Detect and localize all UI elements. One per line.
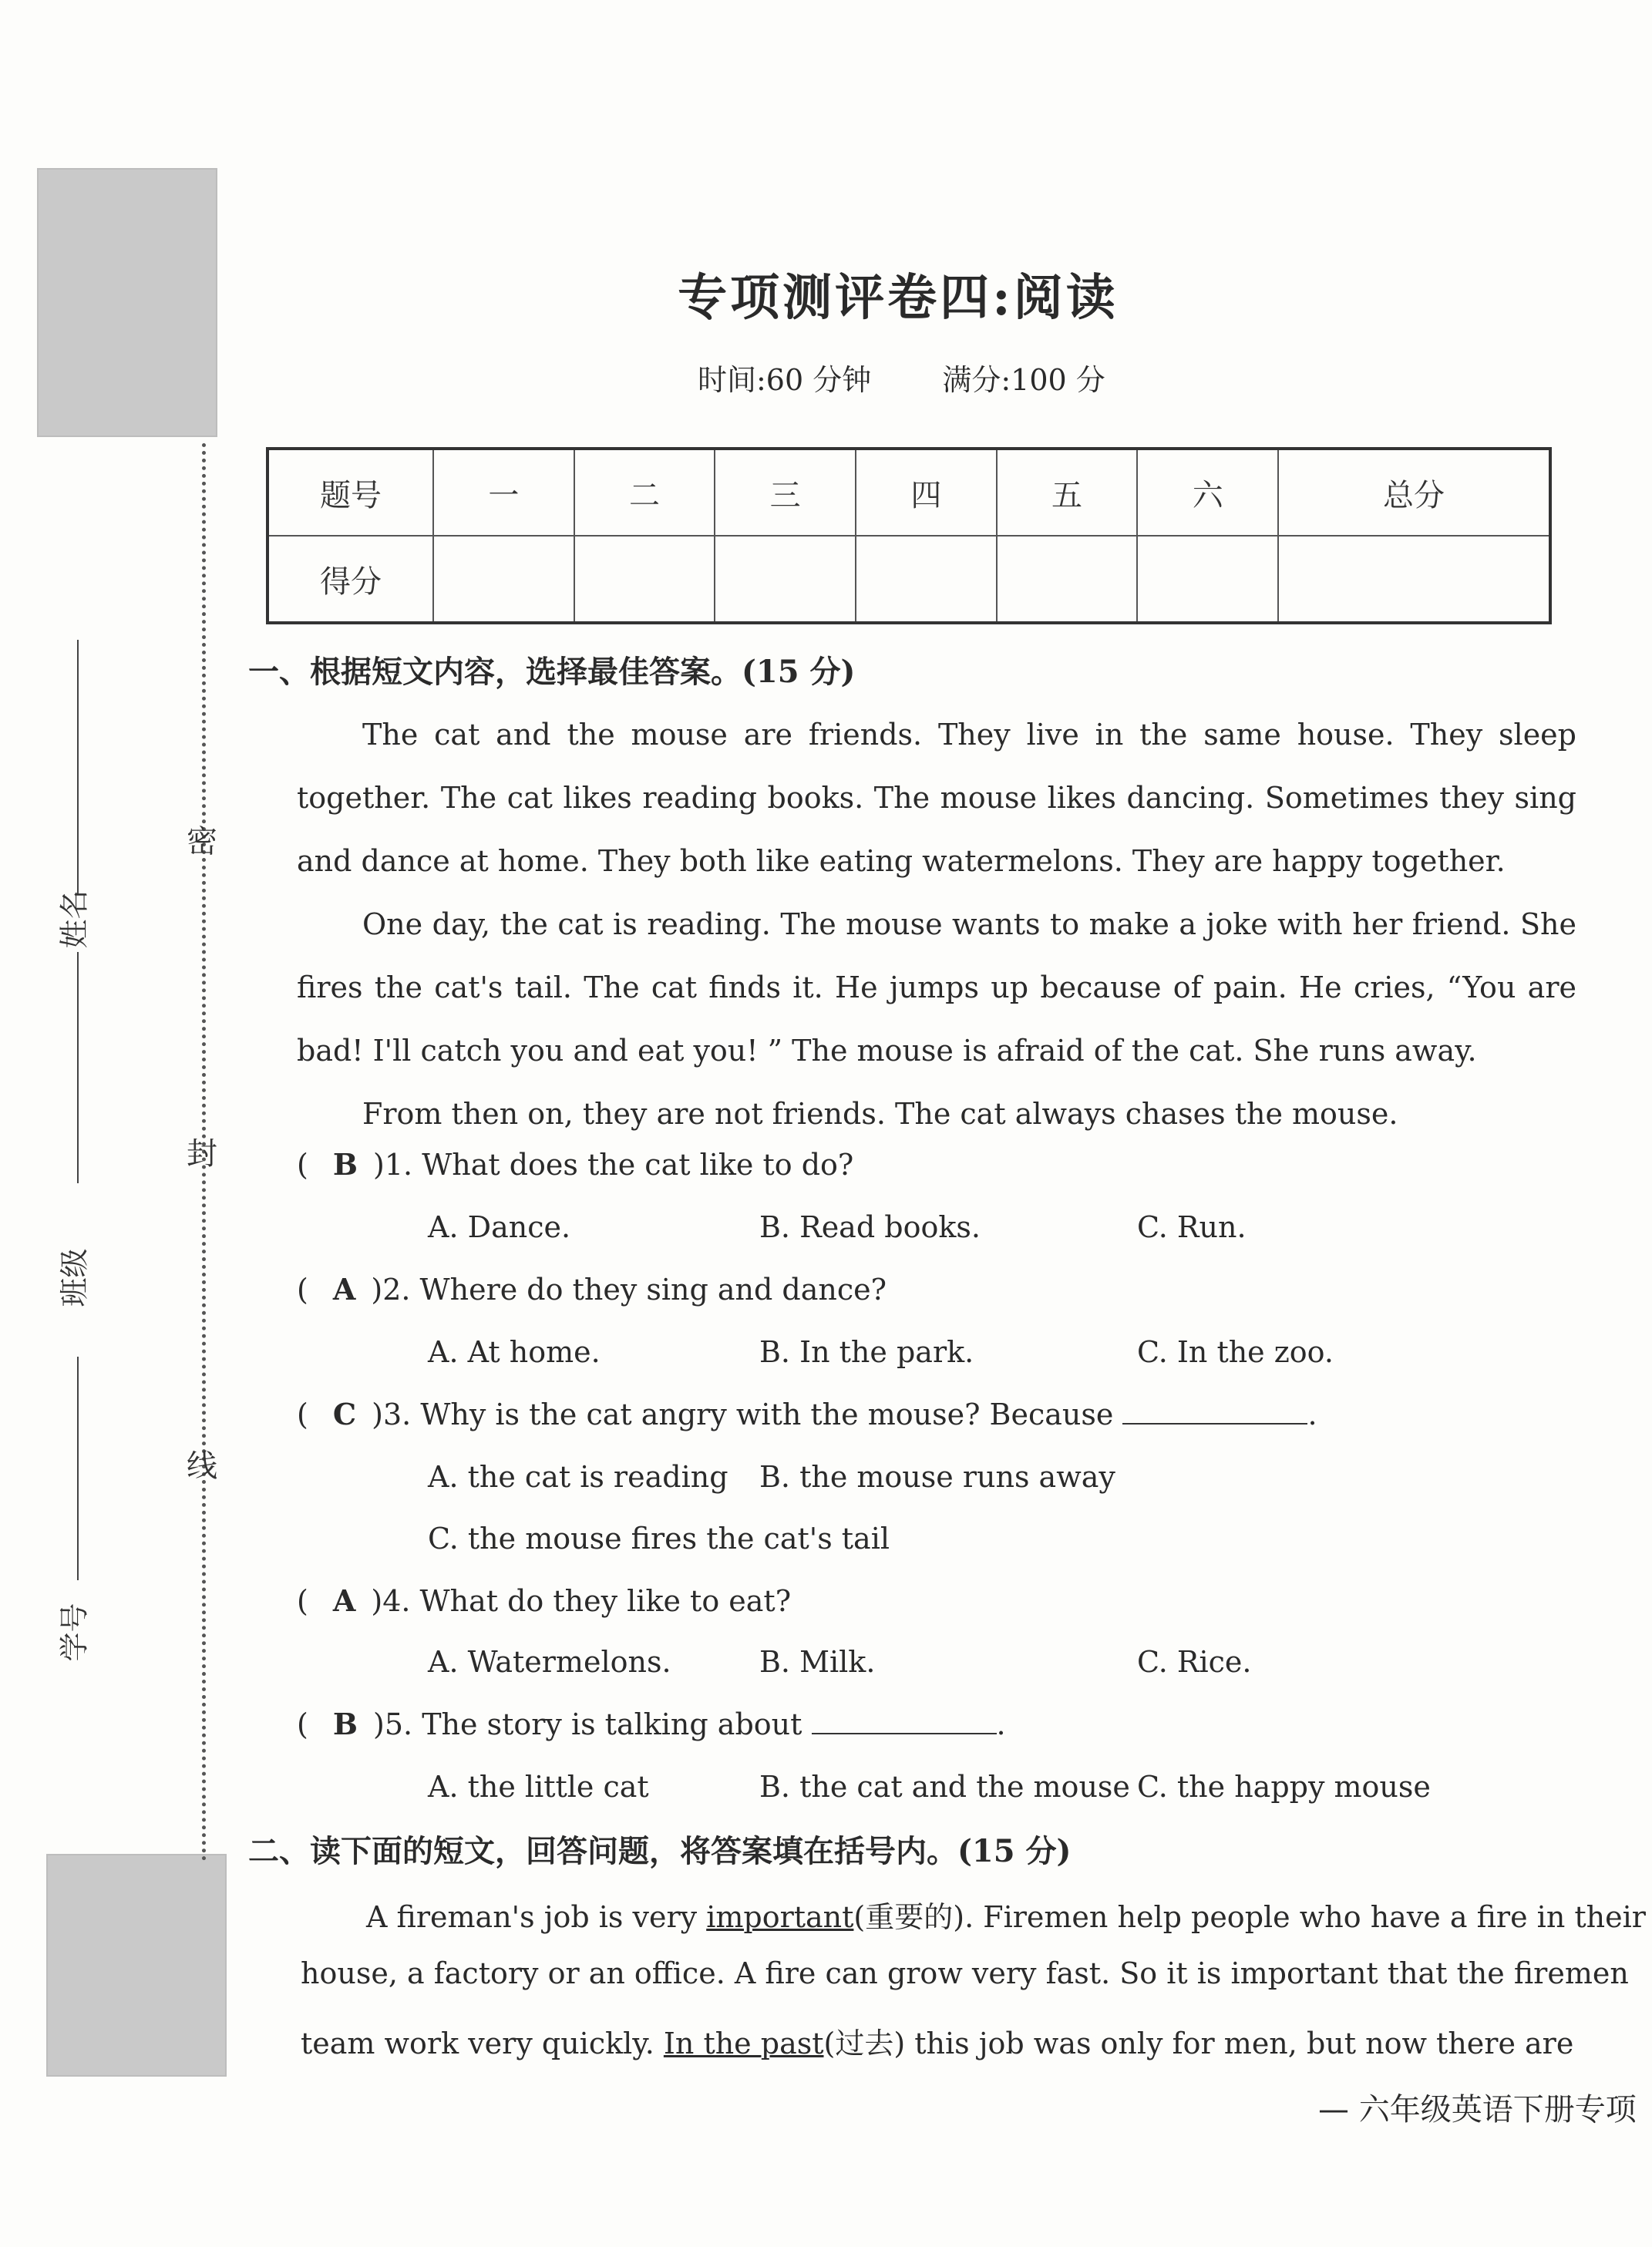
time-info: 时间:60 分钟 — [698, 363, 872, 397]
score-table-score-row — [267, 536, 1550, 623]
option-a: A. At home. — [428, 1335, 601, 1369]
name-label: 姓名 — [57, 890, 92, 949]
text: team work very quickly. — [301, 2027, 664, 2060]
score-cell[interactable] — [574, 536, 715, 623]
answer-blank[interactable] — [1122, 1397, 1307, 1425]
option-a: A. Watermelons. — [428, 1645, 671, 1679]
section2-heading: 二、读下面的短文，回答问题，将答案填在括号内。(15 分) — [248, 1833, 1072, 1869]
name-line-2 — [77, 952, 79, 1183]
answer-blank[interactable] — [812, 1707, 997, 1734]
question-3: ( C )3. Why is the cat angry with the mouse? Because . — [297, 1397, 1317, 1431]
table-cell: 四 — [856, 449, 997, 536]
text: (重要的). Firemen help people who have a fire in their — [853, 1900, 1646, 1934]
option-a: A. the little cat — [428, 1770, 649, 1804]
seal-char-xian: 线 — [187, 1448, 217, 1484]
option-c: C. Run. — [1137, 1210, 1247, 1244]
question-5: ( B )5. The story is talking about . — [297, 1707, 1006, 1741]
seal-char-mi: 密 — [187, 824, 217, 859]
score-cell[interactable] — [715, 536, 856, 623]
underlined-phrase: In the past — [663, 2027, 824, 2060]
option-b: B. In the park. — [759, 1335, 974, 1369]
score-info: 满分:100 分 — [942, 363, 1105, 397]
question-stem: )2. Where do they sing and dance? — [371, 1273, 887, 1307]
question-stem: )3. Why is the cat angry with the mouse? Because — [372, 1398, 1114, 1431]
option-b: B. the cat and the mouse — [759, 1770, 1130, 1804]
score-cell[interactable] — [433, 536, 574, 623]
question-1: ( B )1. What does the cat like to do? — [297, 1147, 854, 1182]
answer-5: B — [332, 1707, 358, 1741]
id-label: 学号 — [57, 1603, 92, 1662]
table-cell: 题号 — [267, 449, 433, 536]
answer-1: B — [332, 1147, 358, 1182]
score-cell[interactable] — [1137, 536, 1278, 623]
table-cell: 五 — [997, 449, 1138, 536]
underlined-word: important — [706, 1900, 854, 1934]
section1-paragraph-3: From then on, they are not friends. The cat always chases the mouse. — [362, 1097, 1398, 1131]
seal-char-feng: 封 — [187, 1136, 217, 1172]
class-label: 班级 — [57, 1248, 92, 1307]
option-b: B. Milk. — [759, 1645, 876, 1679]
option-a: A. Dance. — [428, 1210, 571, 1244]
option-c: C. the mouse fires the cat's tail — [428, 1522, 890, 1556]
question-stem: )5. The story is talking about — [373, 1707, 802, 1741]
name-line — [77, 640, 79, 894]
answer-2: A — [332, 1272, 356, 1307]
score-cell[interactable] — [997, 536, 1138, 623]
question-stem: )4. What do they like to eat? — [371, 1584, 792, 1618]
section1-heading: 一、根据短文内容，选择最佳答案。(15 分) — [248, 654, 856, 690]
table-cell: 二 — [574, 449, 715, 536]
table-cell: 一 — [433, 449, 574, 536]
score-table — [266, 447, 1552, 624]
table-cell: 三 — [715, 449, 856, 536]
table-cell: 六 — [1137, 449, 1278, 536]
section1-paragraph-1: The cat and the mouse are friends. They live in the same house. They sleep together. The cat likes reading books. The mouse likes dancing. Sometimes they sing and dance at home. They both like eating watermelons. They are happy together. — [297, 718, 1576, 878]
option-a: A. the cat is reading — [428, 1460, 728, 1494]
page-title: 专项测评卷四:阅读 — [678, 269, 1119, 327]
question-4: ( A )4. What do they like to eat? — [297, 1583, 792, 1618]
text: A fireman's job is very — [366, 1900, 707, 1934]
option-c: C. the happy mouse — [1137, 1770, 1431, 1804]
class-line — [77, 1357, 79, 1580]
table-cell: 总分 — [1278, 449, 1550, 536]
exam-info — [698, 356, 1167, 399]
option-b: B. Read books. — [759, 1210, 981, 1244]
score-cell[interactable] — [1278, 536, 1550, 623]
table-cell: 得分 — [267, 536, 433, 623]
answer-3: C — [332, 1397, 357, 1431]
option-c: C. Rice. — [1137, 1645, 1252, 1679]
question-2: ( A )2. Where do they sing and dance? — [297, 1272, 887, 1307]
option-b: B. the mouse runs away — [759, 1460, 1115, 1494]
answer-4: A — [332, 1583, 356, 1618]
section2-line-1 — [366, 1893, 1646, 1936]
question-stem: )1. What does the cat like to do? — [373, 1148, 854, 1182]
score-cell[interactable] — [856, 536, 997, 623]
score-table-header-row — [267, 449, 1550, 536]
option-c: C. In the zoo. — [1137, 1335, 1334, 1369]
section1-paragraph-2: One day, the cat is reading. The mouse wants to make a joke with her friend. She fires the cat's tail. The cat finds it. He jumps up because of pain. He cries, “You are bad! I'll catch you and eat you! ” The mouse is afraid of the cat. She runs away. — [297, 907, 1576, 1068]
section2-line-2: house, a factory or an office. A fire can grow very fast. So it is important that the firemen — [301, 1956, 1629, 1990]
section2-line-3 — [301, 2020, 1573, 2062]
text: (过去) this job was only for men, but now there are — [823, 2027, 1574, 2060]
page-footer: — 六年级英语下册专项 — [1318, 2092, 1637, 2128]
bottom-gray-block — [46, 1854, 227, 2077]
